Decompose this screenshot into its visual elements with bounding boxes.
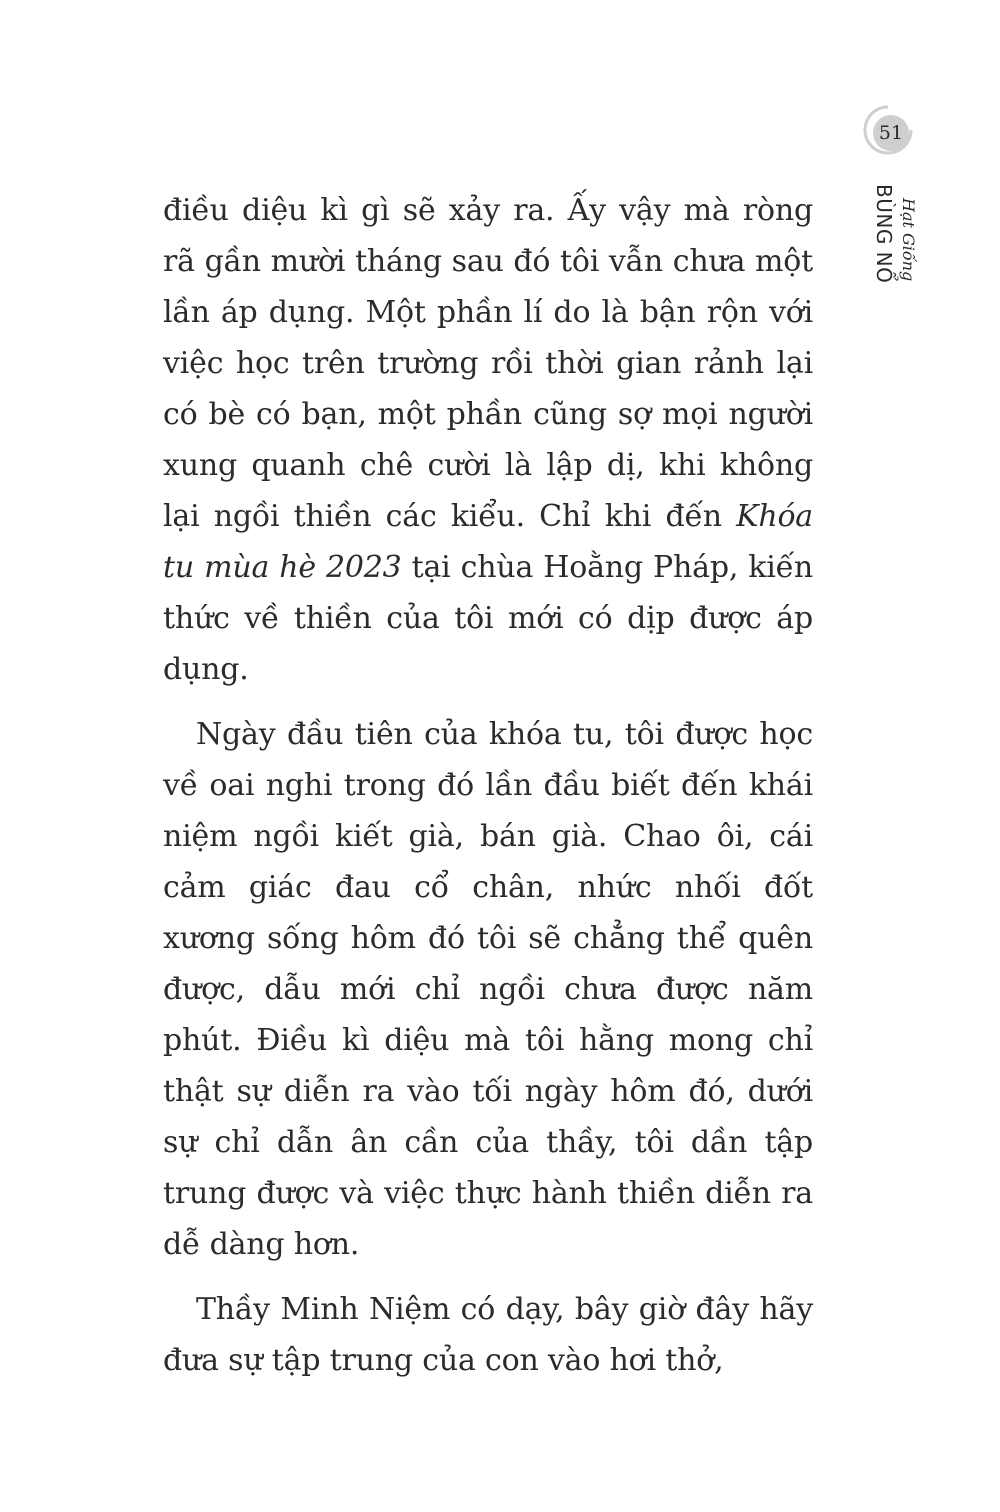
running-head: [872, 184, 916, 294]
running-head-title: BÙNG NỔ: [872, 184, 896, 284]
paragraph-1-text-end: tại chùa Hoằng Pháp, kiến thức về thiền của tôi mới có dịp được áp dụng.: [163, 550, 814, 687]
page-number: 51: [873, 115, 909, 151]
paragraph-1-text-start: điều diệu kì gì sẽ xảy ra. Ấy vậy mà ròng rã gần mười tháng sau đó tôi vẫn chưa một lần áp dụng. Một phần lí do là bận rộn với việc học trên trường rồi thời gian rảnh lại có bè có bạn, một phần cũng sợ mọi người xung quanh chê cười là lập dị, khi không lại ngồi thiền các kiểu. Chỉ khi đến: [163, 193, 813, 534]
paragraph-3: Thầy Minh Niệm có dạy, bây giờ đây hãy đưa sự tập trung của con vào hơi thở,: [163, 1292, 813, 1378]
running-head-script: Hạt Giống: [899, 198, 918, 282]
paragraph-2: Ngày đầu tiên của khóa tu, tôi được học về oai nghi trong đó lần đầu biết đến khái niệm ngồi kiết già, bán già. Chao ôi, cái cảm giác đau cổ chân, nhức nhối đốt xương sống hôm đó tôi sẽ chẳng thể quên được, dẫu mới chỉ ngồi chưa được năm phút. Điều kì diệu mà tôi hằng mong chỉ thật sự diễn ra vào tối ngày hôm đó, dưới sự chỉ dẫn ân cần của thầy, tôi dần tập trung được và việc thực hành thiền diễn ra dễ dàng hơn.: [163, 717, 813, 1262]
paragraph-1-italic-title: Khóa tu mùa hè 2023: [163, 499, 813, 585]
paragraph-1: [163, 185, 813, 695]
body-text: [163, 185, 813, 1400]
page-number-badge: [862, 104, 914, 156]
